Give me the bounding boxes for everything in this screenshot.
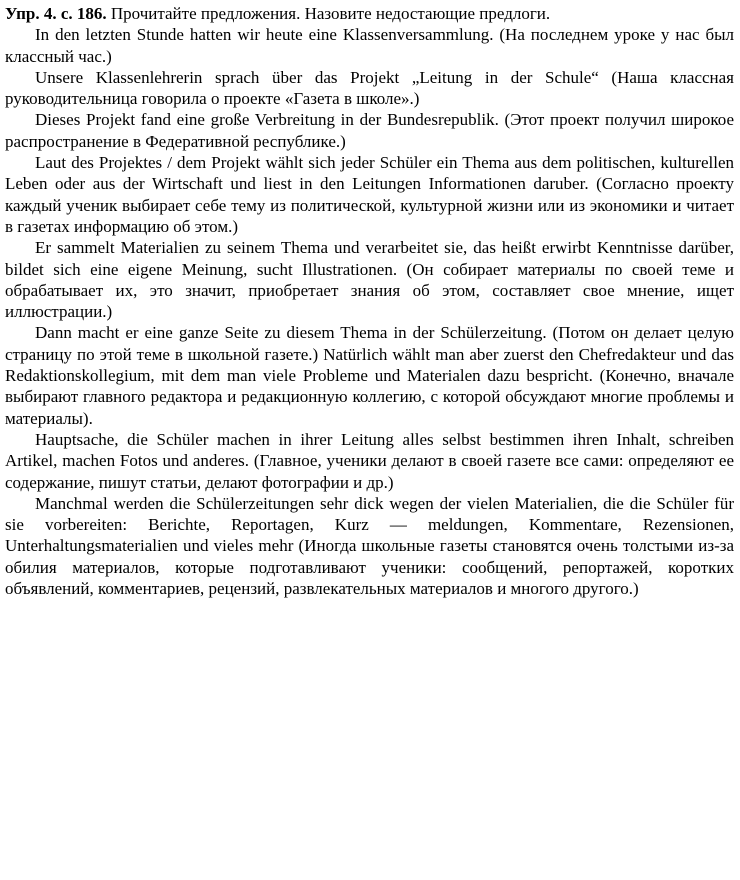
paragraph-4: Laut des Projektes / dem Projekt wählt sich jeder Schüler ein Thema aus dem politischen, kulturellen Leben oder aus der Wirtschaft und liest in den Leitungen Informationen daruber. (Согласно проекту каждый ученик выбирает себе тему из политической, культурной жизни или из экономики и читает в газетах информацию об этом.) bbox=[5, 153, 734, 236]
paragraph-6: Dann macht er eine ganze Seite zu diesem Thema in der Schülerzeitung. (Потом он делает целую страницу по этой теме в школьной газете.) Natürlich wählt man aber zuerst den Chefredakteur und das Redaktionskollegium, mit dem man viele Probleme und Materialen dazu bespricht. (Конечно, вначале выбирают главного редактора и редакционную коллегию, с которой обсуждают многие проблемы и материалы). bbox=[5, 323, 734, 428]
paragraph-7: Hauptsache, die Schüler machen in ihrer Leitung alles selbst bestimmen ihren Inhalt, schreiben Artikel, machen Fotos und anderes. (Главное, ученики делают в своей газете все сами: определяют ее содержание, пишут статьи, делают фотографии и др.) bbox=[5, 429, 734, 492]
exercise-instruction: Прочитайте предложения. Назовите недостающие предлоги. bbox=[110, 4, 551, 23]
exercise-number: Упр. 4. с. 186. bbox=[5, 4, 107, 23]
exercise-header bbox=[5, 3, 734, 24]
paragraph-3: Dieses Projekt fand eine große Verbreitung in der Bundesrepublik. (Этот проект получил широкое распространение в Федеративной республике.) bbox=[5, 110, 734, 151]
paragraph-1: In den letzten Stunde hatten wir heute eine Klassenversammlung. (На последнем уроке у нас был классный час.) bbox=[5, 25, 734, 66]
paragraph-5: Er sammelt Materialien zu seinem Thema und verarbeitet sie, das heißt erwirbt Kenntnisse darüber, bildet sich eine eigene Meinung, sucht Illustrationen. (Он собирает материалы по своей теме и обрабатывает их, это значит, приобретает знания об этом, составляет свое мнение, ищет иллюстрации.) bbox=[5, 238, 734, 322]
paragraph-2: Unsere Klassenlehrerin sprach über das Projekt „Leitung in der Schule“ (Наша классная руководительница говорила о проекте «Газета в школе».) bbox=[5, 67, 734, 109]
paragraph-8: Manchmal werden die Schülerzeitungen sehr dick wegen der vielen Materialien, die die Schüler für sie vorbereiten: Berichte, Reportagen, Kurz — meldungen, Kommentare, Rezensionen, Unterhaltungsmaterialien und vieles mehr (Иногда школьные газеты становятся очень толстыми из-за обилия материалов, которые подготавливают ученики: сообщений, репортажей, коротких объявлений, комментариев, рецензий, развлекательных материалов и многого другого.) bbox=[5, 493, 734, 599]
